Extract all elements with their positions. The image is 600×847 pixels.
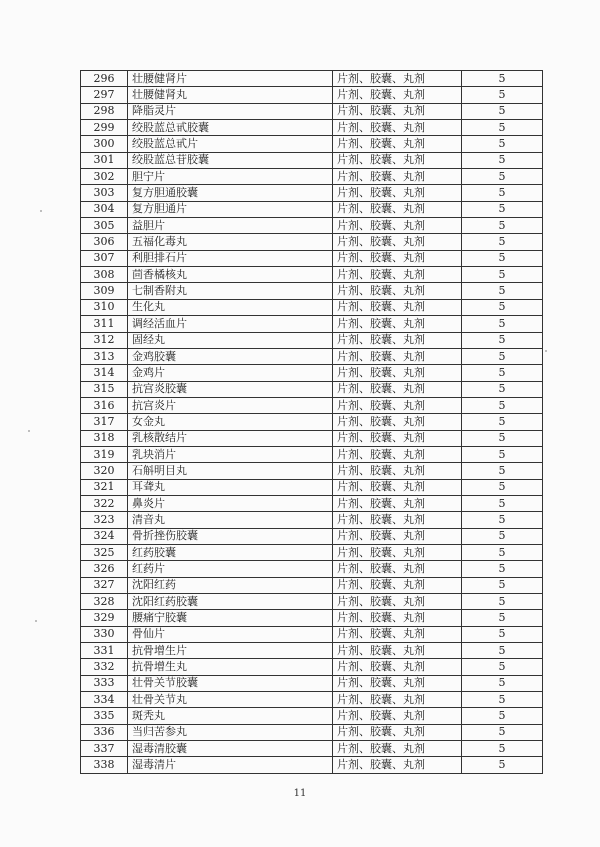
medicine-name: 壮骨关节丸 [128, 692, 333, 708]
row-number: 318 [81, 430, 128, 446]
medicine-name: 湿毒清胶囊 [128, 741, 333, 757]
quantity: 5 [462, 495, 543, 511]
row-number: 314 [81, 365, 128, 381]
row-number: 322 [81, 495, 128, 511]
medicine-name: 抗骨增生丸 [128, 659, 333, 675]
medicine-name: 胆宁片 [128, 169, 333, 185]
row-number: 311 [81, 316, 128, 332]
table-row [81, 610, 543, 626]
quantity: 5 [462, 267, 543, 283]
table-row [81, 397, 543, 413]
medicine-name: 抗宫炎胶囊 [128, 381, 333, 397]
row-number: 332 [81, 659, 128, 675]
quantity: 5 [462, 544, 543, 560]
table-row [81, 577, 543, 593]
table-row [81, 332, 543, 348]
quantity: 5 [462, 643, 543, 659]
dosage-form: 片剂、胶囊、丸剂 [333, 446, 462, 462]
quantity: 5 [462, 414, 543, 430]
quantity: 5 [462, 71, 543, 87]
medicine-name: 复方胆通片 [128, 201, 333, 217]
quantity: 5 [462, 446, 543, 462]
medicine-name: 利胆排石片 [128, 250, 333, 266]
table-row [81, 479, 543, 495]
row-number: 330 [81, 626, 128, 642]
dosage-form: 片剂、胶囊、丸剂 [333, 544, 462, 560]
table-row [81, 512, 543, 528]
row-number: 321 [81, 479, 128, 495]
row-number: 327 [81, 577, 128, 593]
row-number: 297 [81, 87, 128, 103]
table-row [81, 87, 543, 103]
row-number: 333 [81, 675, 128, 691]
dosage-form: 片剂、胶囊、丸剂 [333, 397, 462, 413]
dosage-form: 片剂、胶囊、丸剂 [333, 71, 462, 87]
dosage-form: 片剂、胶囊、丸剂 [333, 708, 462, 724]
dosage-form: 片剂、胶囊、丸剂 [333, 594, 462, 610]
quantity: 5 [462, 675, 543, 691]
quantity: 5 [462, 610, 543, 626]
row-number: 337 [81, 741, 128, 757]
medicine-name: 鼻炎片 [128, 495, 333, 511]
row-number: 300 [81, 136, 128, 152]
quantity: 5 [462, 708, 543, 724]
table-row [81, 348, 543, 364]
row-number: 319 [81, 446, 128, 462]
table-row [81, 365, 543, 381]
quantity: 5 [462, 299, 543, 315]
quantity: 5 [462, 626, 543, 642]
dosage-form: 片剂、胶囊、丸剂 [333, 528, 462, 544]
table-row [81, 724, 543, 740]
dosage-form: 片剂、胶囊、丸剂 [333, 152, 462, 168]
dosage-form: 片剂、胶囊、丸剂 [333, 185, 462, 201]
table-row [81, 103, 543, 119]
medicine-name: 绞股蓝总甙片 [128, 136, 333, 152]
scan-speck [40, 210, 42, 212]
table-row [81, 594, 543, 610]
table-row [81, 741, 543, 757]
medicine-name: 复方胆通胶囊 [128, 185, 333, 201]
row-number: 325 [81, 544, 128, 560]
row-number: 302 [81, 169, 128, 185]
dosage-form: 片剂、胶囊、丸剂 [333, 757, 462, 773]
quantity: 5 [462, 430, 543, 446]
dosage-form: 片剂、胶囊、丸剂 [333, 332, 462, 348]
dosage-form: 片剂、胶囊、丸剂 [333, 430, 462, 446]
medicine-name: 湿毒清片 [128, 757, 333, 773]
row-number: 312 [81, 332, 128, 348]
row-number: 338 [81, 757, 128, 773]
medicine-name: 茴香橘核丸 [128, 267, 333, 283]
table-row [81, 136, 543, 152]
row-number: 320 [81, 463, 128, 479]
dosage-form: 片剂、胶囊、丸剂 [333, 675, 462, 691]
quantity: 5 [462, 741, 543, 757]
table-row [81, 495, 543, 511]
table-row [81, 544, 543, 560]
table-row [81, 250, 543, 266]
row-number: 301 [81, 152, 128, 168]
medicine-name: 乳块消片 [128, 446, 333, 462]
quantity: 5 [462, 577, 543, 593]
dosage-form: 片剂、胶囊、丸剂 [333, 250, 462, 266]
dosage-form: 片剂、胶囊、丸剂 [333, 234, 462, 250]
table-row [81, 381, 543, 397]
page-number: 11 [293, 788, 307, 799]
dosage-form: 片剂、胶囊、丸剂 [333, 103, 462, 119]
quantity: 5 [462, 201, 543, 217]
medicine-name: 骨仙片 [128, 626, 333, 642]
quantity: 5 [462, 185, 543, 201]
table-row [81, 152, 543, 168]
row-number: 303 [81, 185, 128, 201]
quantity: 5 [462, 87, 543, 103]
row-number: 313 [81, 348, 128, 364]
scan-speck [545, 350, 547, 352]
table-row [81, 692, 543, 708]
medicine-name: 壮腰健肾丸 [128, 87, 333, 103]
medicine-name: 沈阳红药胶囊 [128, 594, 333, 610]
quantity: 5 [462, 463, 543, 479]
dosage-form: 片剂、胶囊、丸剂 [333, 643, 462, 659]
medicine-name: 红药片 [128, 561, 333, 577]
medicine-name: 红药胶囊 [128, 544, 333, 560]
row-number: 324 [81, 528, 128, 544]
dosage-form: 片剂、胶囊、丸剂 [333, 348, 462, 364]
dosage-form: 片剂、胶囊、丸剂 [333, 87, 462, 103]
table-row [81, 201, 543, 217]
table-row [81, 659, 543, 675]
table-row [81, 675, 543, 691]
dosage-form: 片剂、胶囊、丸剂 [333, 120, 462, 136]
dosage-form: 片剂、胶囊、丸剂 [333, 512, 462, 528]
dosage-form: 片剂、胶囊、丸剂 [333, 659, 462, 675]
table-row [81, 185, 543, 201]
scan-speck [28, 430, 30, 432]
medicine-name: 绞股蓝总甙胶囊 [128, 120, 333, 136]
medicine-name: 抗骨增生片 [128, 643, 333, 659]
row-number: 336 [81, 724, 128, 740]
medicine-name: 壮腰健肾片 [128, 71, 333, 87]
row-number: 305 [81, 218, 128, 234]
table-row [81, 316, 543, 332]
table-row [81, 708, 543, 724]
table-row [81, 643, 543, 659]
table-row [81, 234, 543, 250]
dosage-form: 片剂、胶囊、丸剂 [333, 741, 462, 757]
table-row [81, 626, 543, 642]
medicine-name: 七制香附丸 [128, 283, 333, 299]
dosage-form: 片剂、胶囊、丸剂 [333, 414, 462, 430]
row-number: 298 [81, 103, 128, 119]
medicine-name: 固经丸 [128, 332, 333, 348]
dosage-form: 片剂、胶囊、丸剂 [333, 299, 462, 315]
dosage-form: 片剂、胶囊、丸剂 [333, 463, 462, 479]
dosage-form: 片剂、胶囊、丸剂 [333, 218, 462, 234]
table-row [81, 757, 543, 773]
medicine-name: 清音丸 [128, 512, 333, 528]
medicine-table [80, 70, 543, 774]
quantity: 5 [462, 561, 543, 577]
medicine-name: 生化丸 [128, 299, 333, 315]
table-row [81, 218, 543, 234]
row-number: 331 [81, 643, 128, 659]
quantity: 5 [462, 169, 543, 185]
medicine-name: 降脂灵片 [128, 103, 333, 119]
quantity: 5 [462, 283, 543, 299]
medicine-name: 五福化毒丸 [128, 234, 333, 250]
quantity: 5 [462, 528, 543, 544]
dosage-form: 片剂、胶囊、丸剂 [333, 365, 462, 381]
quantity: 5 [462, 659, 543, 675]
quantity: 5 [462, 479, 543, 495]
medicine-name: 金鸡片 [128, 365, 333, 381]
table-row [81, 267, 543, 283]
medicine-name: 金鸡胶囊 [128, 348, 333, 364]
quantity: 5 [462, 234, 543, 250]
quantity: 5 [462, 724, 543, 740]
medicine-name: 骨折挫伤胶囊 [128, 528, 333, 544]
row-number: 309 [81, 283, 128, 299]
medicine-name: 调经活血片 [128, 316, 333, 332]
row-number: 310 [81, 299, 128, 315]
table-row [81, 283, 543, 299]
dosage-form: 片剂、胶囊、丸剂 [333, 169, 462, 185]
dosage-form: 片剂、胶囊、丸剂 [333, 610, 462, 626]
dosage-form: 片剂、胶囊、丸剂 [333, 201, 462, 217]
medicine-name: 斑秃丸 [128, 708, 333, 724]
table-row [81, 414, 543, 430]
quantity: 5 [462, 594, 543, 610]
medicine-name: 腰痛宁胶囊 [128, 610, 333, 626]
dosage-form: 片剂、胶囊、丸剂 [333, 316, 462, 332]
table-row [81, 299, 543, 315]
row-number: 308 [81, 267, 128, 283]
dosage-form: 片剂、胶囊、丸剂 [333, 692, 462, 708]
row-number: 334 [81, 692, 128, 708]
row-number: 296 [81, 71, 128, 87]
quantity: 5 [462, 152, 543, 168]
quantity: 5 [462, 332, 543, 348]
row-number: 329 [81, 610, 128, 626]
quantity: 5 [462, 218, 543, 234]
dosage-form: 片剂、胶囊、丸剂 [333, 626, 462, 642]
table-row [81, 71, 543, 87]
quantity: 5 [462, 103, 543, 119]
quantity: 5 [462, 512, 543, 528]
medicine-name: 石斛明目丸 [128, 463, 333, 479]
row-number: 306 [81, 234, 128, 250]
medicine-name: 沈阳红药 [128, 577, 333, 593]
medicine-table-body [81, 71, 543, 774]
table-row [81, 430, 543, 446]
quantity: 5 [462, 365, 543, 381]
medicine-name: 绞股蓝总苷胶囊 [128, 152, 333, 168]
row-number: 335 [81, 708, 128, 724]
quantity: 5 [462, 348, 543, 364]
row-number: 299 [81, 120, 128, 136]
medicine-name: 耳聋丸 [128, 479, 333, 495]
table-row [81, 120, 543, 136]
medicine-name: 女金丸 [128, 414, 333, 430]
table-row [81, 463, 543, 479]
quantity: 5 [462, 136, 543, 152]
row-number: 328 [81, 594, 128, 610]
row-number: 307 [81, 250, 128, 266]
row-number: 323 [81, 512, 128, 528]
quantity: 5 [462, 692, 543, 708]
row-number: 315 [81, 381, 128, 397]
dosage-form: 片剂、胶囊、丸剂 [333, 561, 462, 577]
table-row [81, 169, 543, 185]
medicine-name: 益胆片 [128, 218, 333, 234]
dosage-form: 片剂、胶囊、丸剂 [333, 381, 462, 397]
table-row [81, 561, 543, 577]
quantity: 5 [462, 397, 543, 413]
medicine-name: 乳核散结片 [128, 430, 333, 446]
medicine-name: 当归苦参丸 [128, 724, 333, 740]
dosage-form: 片剂、胶囊、丸剂 [333, 495, 462, 511]
table-row [81, 446, 543, 462]
scan-speck [35, 620, 37, 622]
medicine-name: 壮骨关节胶囊 [128, 675, 333, 691]
row-number: 317 [81, 414, 128, 430]
dosage-form: 片剂、胶囊、丸剂 [333, 283, 462, 299]
dosage-form: 片剂、胶囊、丸剂 [333, 479, 462, 495]
dosage-form: 片剂、胶囊、丸剂 [333, 577, 462, 593]
quantity: 5 [462, 250, 543, 266]
row-number: 316 [81, 397, 128, 413]
row-number: 326 [81, 561, 128, 577]
quantity: 5 [462, 757, 543, 773]
quantity: 5 [462, 381, 543, 397]
dosage-form: 片剂、胶囊、丸剂 [333, 724, 462, 740]
medicine-name: 抗宫炎片 [128, 397, 333, 413]
dosage-form: 片剂、胶囊、丸剂 [333, 267, 462, 283]
quantity: 5 [462, 316, 543, 332]
quantity: 5 [462, 120, 543, 136]
table-row [81, 528, 543, 544]
dosage-form: 片剂、胶囊、丸剂 [333, 136, 462, 152]
row-number: 304 [81, 201, 128, 217]
